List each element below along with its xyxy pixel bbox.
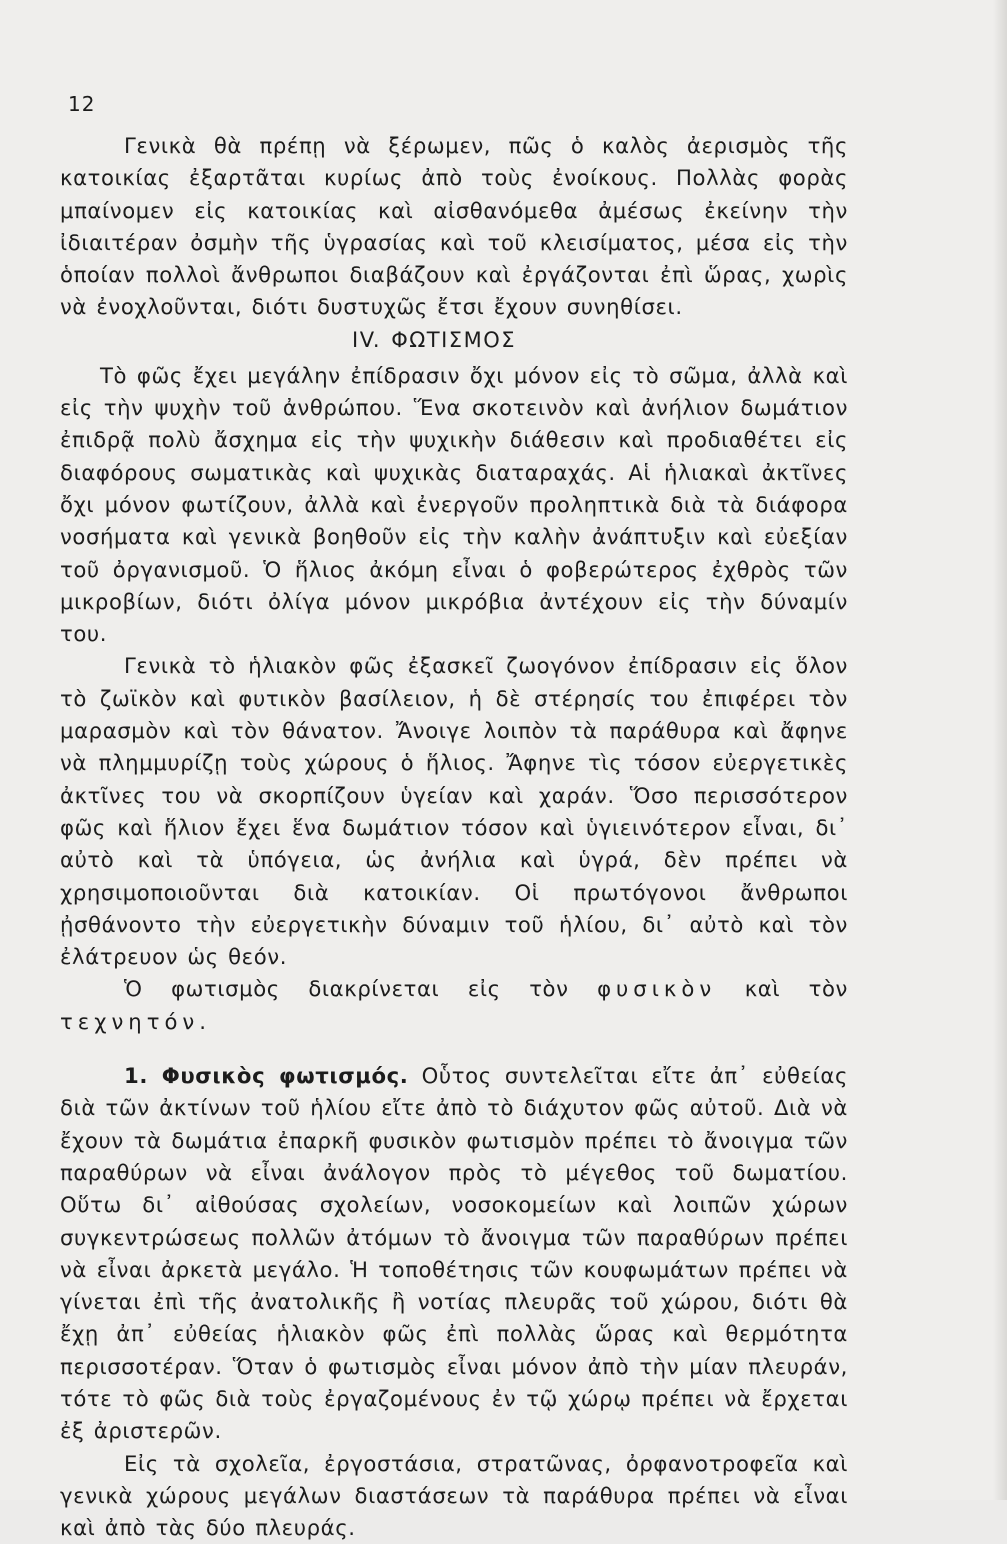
page-body [60, 130, 848, 1544]
term-artificial: τεχνητόν. [60, 1008, 211, 1034]
lighting-types-intro: Ὁ φωτισμὸς διακρίνεται εἰς τὸν [124, 976, 569, 1002]
page-number: 12 [68, 92, 96, 116]
term-natural: φυσικὸν [597, 976, 717, 1002]
page-edge-shadow [993, 0, 1007, 1500]
subsection-body-natural-lighting: Οὗτος συντελεῖται εἴτε ἀπ᾽ εὐθείας διὰ τῶν ἀκτίνων τοῦ ἡλίου εἴτε ἀπὸ τὸ διάχυτον φῶς αὐτοῦ. Διὰ νὰ ἔχουν τὰ δωμάτια ἐπαρκῆ φυσικὸν φωτισμὸν πρέπει τὸ ἄνοιγμα τῶν παραθύρων νὰ εἶναι ἀνάλογον πρὸς τὸ μέγεθος τοῦ δωματίου. Οὕτω δι᾽ αἰθούσας σχολείων, νοσοκομείων καὶ λοιπῶν χώρων συγκεντρώσεως πολλῶν ἀτόμων τὸ ἄνοιγμα τῶν παραθύρων πρέπει νὰ εἶναι ἀρκετὰ μεγάλο. Ἡ τοποθέτησις τῶν κουφωμάτων πρέπει νὰ γίνεται ἐπὶ τῆς ἀνατολικῆς ἢ νοτίας πλευρᾶς τοῦ χώρου, διότι θὰ ἔχῃ ἀπ᾽ εὐθείας ἡλιακὸν φῶς ἐπὶ πολλὰς ὥρας καὶ θερμότητα περισσοτέραν. Ὅταν ὁ φωτισμὸς εἶναι μόνον ἀπὸ τὴν μίαν πλευράν, τότε τὸ φῶς διὰ τοὺς ἐργαζομένους ἐν τῷ χώρῳ πρέπει νὰ ἔρχεται ἐξ ἀριστερῶν. [60, 1063, 849, 1444]
paragraph-light-effect: Τὸ φῶς ἔχει μεγάλην ἐπίδρασιν ὄχι μόνον εἰς τὸ σῶμα, ἀλλὰ καὶ εἰς τὴν ψυχὴν τοῦ ἀνθρώπου. Ἕνα σκοτεινὸν καὶ ἀνήλιον δωμάτιον ἐπιδρᾷ πολὺ ἄσχημα εἰς τὴν ψυχικὴν διάθεσιν καὶ προδιαθέτει εἰς διαφόρους σωματικὰς καὶ ψυχικὰς διαταραχάς. Αἱ ἡλιακαὶ ἀκτῖνες ὄχι μόνον φωτίζουν, ἀλλὰ καὶ ἐνεργοῦν προληπτικὰ διὰ τὰ διάφορα νοσήματα καὶ γενικὰ βοηθοῦν εἰς τὴν καλὴν ἀνάπτυξιν καὶ εὐεξίαν τοῦ ὀργανισμοῦ. Ὁ ἥλιος ἀκόμη εἶναι ὁ φοβερώτερος ἐχθρὸς τῶν μικροβίων, διότι ὀλίγα μόνον μικρόβια ἀντέχουν εἰς τὴν δύναμίν του. [60, 362, 848, 647]
paragraph-natural-lighting [60, 1060, 848, 1448]
paragraph-windows: Εἰς τὰ σχολεῖα, ἐργοστάσια, στρατῶνας, ὀρφανοτροφεῖα καὶ γενικὰ χώρους μεγάλων διαστάσεων τὰ παράθυρα πρέπει νὰ εἶναι καὶ ἀπὸ τὰς δύο πλευράς. [60, 1450, 848, 1541]
lighting-types-mid: καὶ τὸν [744, 976, 848, 1002]
section-heading-lighting: IV. ΦΩΤΙΣΜΟΣ [352, 327, 516, 352]
paragraph-sunlight: Γενικὰ τὸ ἡλιακὸν φῶς ἐξασκεῖ ζωογόνον ἐπίδρασιν εἰς ὅλον τὸ ζωϊκὸν καὶ φυτικὸν βασίλειον, ἡ δὲ στέρησίς του ἐπιφέρει τὸν μαρασμὸν καὶ τὸν θάνατον. Ἄνοιγε λοιπὸν τὰ παράθυρα καὶ ἄφηνε νὰ πλημμυρίζῃ τοὺς χώρους ὁ ἥλιος. Ἄφηνε τὶς τόσον εὐεργετικὲς ἀκτῖνες του νὰ σκορπίζουν ὑγείαν καὶ χαράν. Ὅσο περισσότερον φῶς καὶ ἥλιον ἔχει ἕνα δωμάτιον τόσον καὶ ὑγιεινότερον εἶναι, δι᾽ αὐτὸ καὶ τὰ ὑπόγεια, ὡς ἀνήλια καὶ ὑγρά, δὲν πρέπει νὰ χρησιμοποιοῦνται διὰ κατοικίαν. Οἱ πρωτόγονοι ἄνθρωποι ᾐσθάνοντο τὴν εὐεργετικὴν δύναμιν τοῦ ἡλίου, δι᾽ αὐτὸ καὶ τὸν ἐλάτρευον ὡς θεόν. [60, 653, 848, 970]
paragraph-lighting-types [60, 973, 848, 1038]
subsection-title-natural-lighting: 1. Φυσικὸς φωτισμός. [124, 1063, 409, 1089]
paragraph-ventilation: Γενικὰ θὰ πρέπῃ νὰ ξέρωμεν, πῶς ὁ καλὸς ἀερισμὸς τῆς κατοικίας ἐξαρτᾶται κυρίως ἀπὸ τοὺς ἐνοίκους. Πολλὰς φορὰς μπαίνομεν εἰς κατοικίας καὶ αἰσθανόμεθα ἀμέσως ἐκείνην τὴν ἰδιαιτέραν ὀσμὴν τῆς ὑγρασίας καὶ τοῦ κλεισίματος, μέσα εἰς τὴν ὁποίαν πολλοὶ ἄνθρωποι διαβάζουν καὶ ἐργάζονται ἐπὶ ὥρας, χωρὶς νὰ ἐνοχλοῦνται, διότι δυστυχῶς ἔτσι ἔχουν συνηθίσει. [60, 133, 848, 320]
